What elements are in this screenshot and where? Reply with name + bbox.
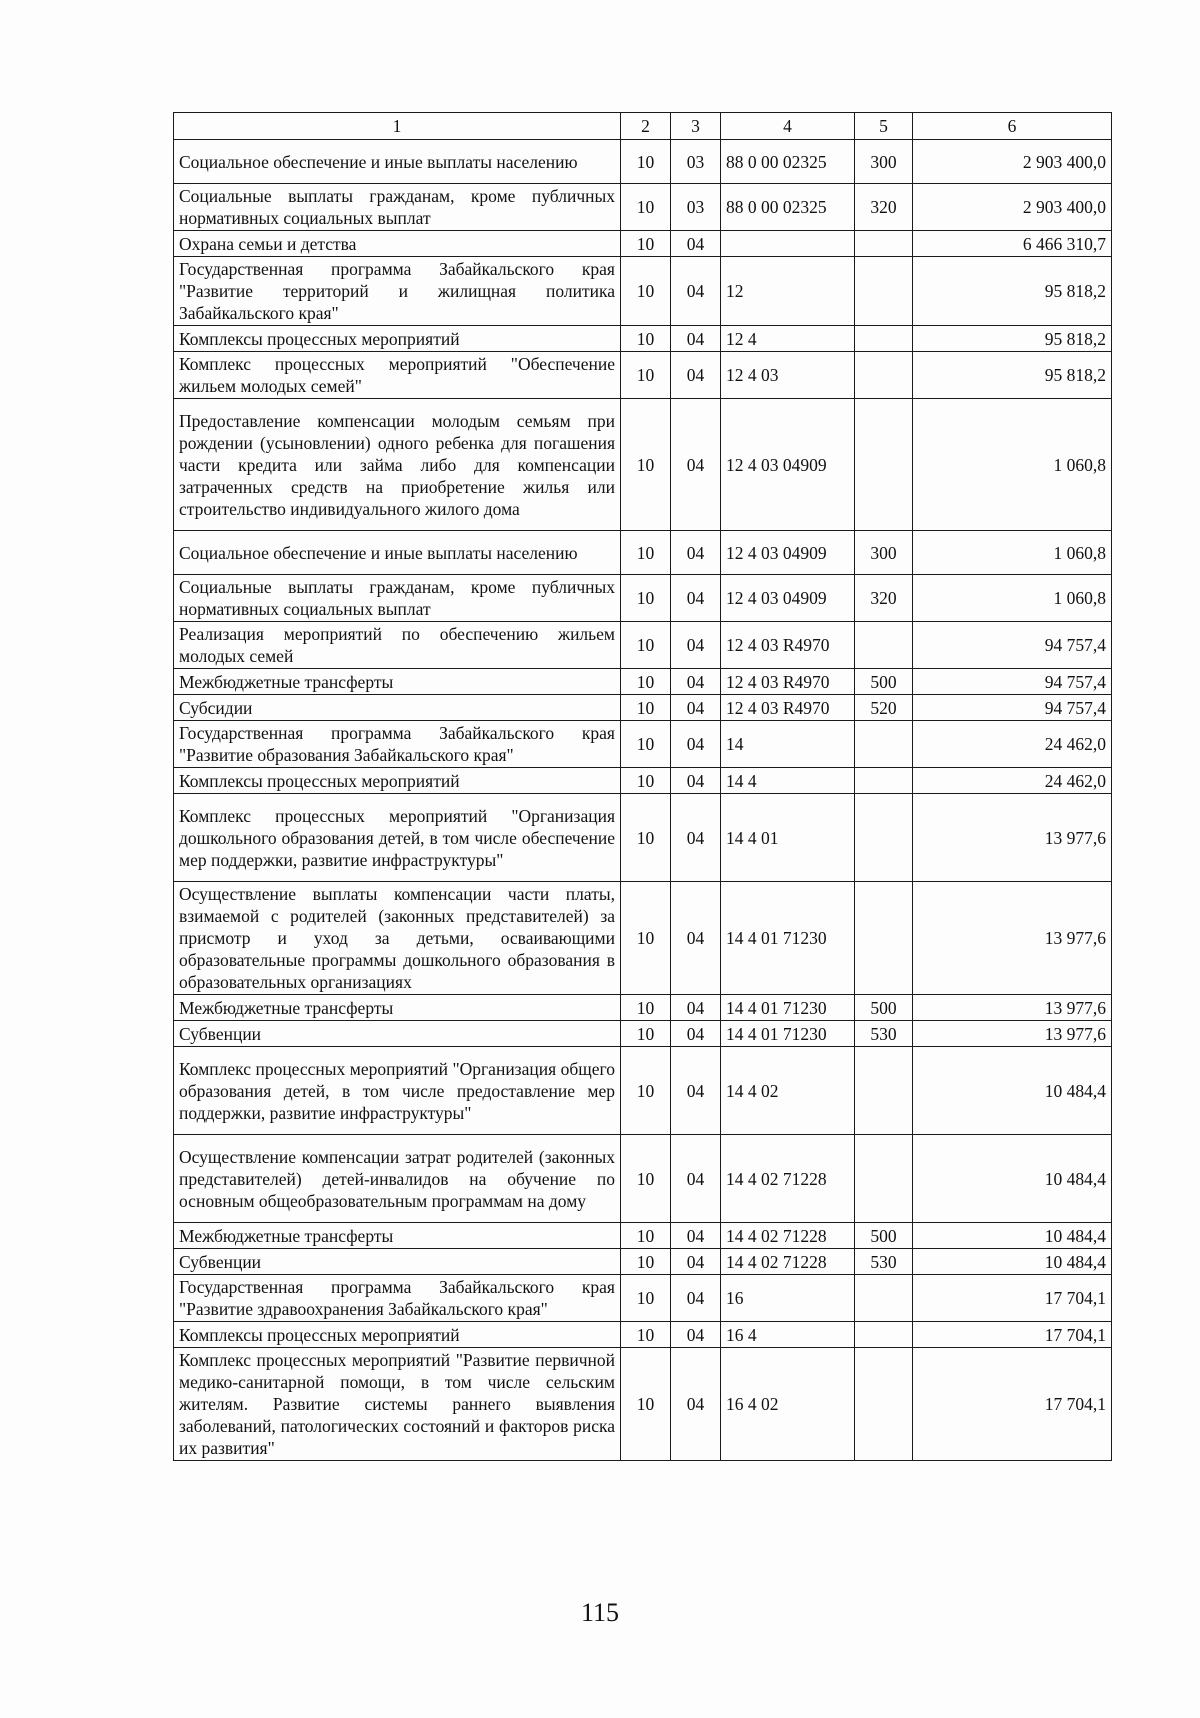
table-row — [174, 1348, 1112, 1461]
section-code-cell: 10 — [621, 575, 671, 622]
subsection-code-cell: 03 — [671, 140, 721, 184]
subsection-code-cell: 04 — [671, 575, 721, 622]
item-name-cell: Комплекс процессных мероприятий "Организация общего образования детей, в том числе предоставление мер поддержки, развитие инфраструктуры" — [174, 1047, 621, 1135]
header-cell: 2 — [621, 113, 671, 140]
amount-cell: 95 818,2 — [913, 352, 1112, 399]
table-row — [174, 326, 1112, 352]
amount-cell: 17 704,1 — [913, 1275, 1112, 1322]
subsection-code-cell: 04 — [671, 231, 721, 257]
section-code-cell: 10 — [621, 1135, 671, 1223]
amount-cell: 95 818,2 — [913, 326, 1112, 352]
target-article-cell: 14 4 02 — [721, 1047, 855, 1135]
expense-type-cell — [855, 352, 913, 399]
header-cell: 5 — [855, 113, 913, 140]
subsection-code-cell: 03 — [671, 184, 721, 231]
amount-cell: 13 977,6 — [913, 882, 1112, 995]
section-code-cell: 10 — [621, 1322, 671, 1348]
expense-type-cell — [855, 882, 913, 995]
target-article-cell: 14 4 01 — [721, 794, 855, 882]
amount-cell: 24 462,0 — [913, 768, 1112, 794]
subsection-code-cell: 04 — [671, 1322, 721, 1348]
subsection-code-cell: 04 — [671, 1021, 721, 1047]
budget-table-body — [174, 113, 1112, 1461]
table-row — [174, 995, 1112, 1021]
subsection-code-cell: 04 — [671, 326, 721, 352]
item-name-cell: Осуществление компенсации затрат родителей (законных представителей) детей-инвалидов на обучение по основным общеобразовательным программам на дому — [174, 1135, 621, 1223]
amount-cell: 13 977,6 — [913, 1021, 1112, 1047]
target-article-cell: 14 4 01 71230 — [721, 882, 855, 995]
target-article-cell: 88 0 00 02325 — [721, 140, 855, 184]
target-article-cell: 12 4 03 04909 — [721, 531, 855, 575]
target-article-cell: 16 4 02 — [721, 1348, 855, 1461]
item-name-cell: Субвенции — [174, 1249, 621, 1275]
amount-cell: 10 484,4 — [913, 1223, 1112, 1249]
target-article-cell: 16 — [721, 1275, 855, 1322]
expense-type-cell — [855, 1135, 913, 1223]
item-name-cell: Государственная программа Забайкальского края "Развитие территорий и жилищная политика Забайкальского края" — [174, 257, 621, 326]
item-name-cell: Государственная программа Забайкальского края "Развитие образования Забайкальского края" — [174, 721, 621, 768]
expense-type-cell — [855, 257, 913, 326]
section-code-cell: 10 — [621, 1348, 671, 1461]
budget-table — [173, 112, 1112, 1461]
target-article-cell: 12 4 03 04909 — [721, 399, 855, 531]
item-name-cell: Комплекс процессных мероприятий "Развитие первичной медико-санитарной помощи, в том числе сельским жителям. Развитие системы раннего выявления заболеваний, патологических состояний и факторов риска их развития" — [174, 1348, 621, 1461]
table-row — [174, 768, 1112, 794]
table-row — [174, 1047, 1112, 1135]
table-row — [174, 352, 1112, 399]
subsection-code-cell: 04 — [671, 695, 721, 721]
section-code-cell: 10 — [621, 352, 671, 399]
table-row — [174, 669, 1112, 695]
target-article-cell: 14 4 02 71228 — [721, 1249, 855, 1275]
item-name-cell: Социальное обеспечение и иные выплаты населению — [174, 140, 621, 184]
amount-cell: 2 903 400,0 — [913, 184, 1112, 231]
expense-type-cell: 300 — [855, 531, 913, 575]
item-name-cell: Государственная программа Забайкальского края "Развитие здравоохранения Забайкальского края" — [174, 1275, 621, 1322]
target-article-cell: 14 — [721, 721, 855, 768]
expense-type-cell: 530 — [855, 1021, 913, 1047]
item-name-cell: Субвенции — [174, 1021, 621, 1047]
expense-type-cell — [855, 326, 913, 352]
target-article-cell: 12 4 03 — [721, 352, 855, 399]
section-code-cell: 10 — [621, 140, 671, 184]
table-row — [174, 531, 1112, 575]
expense-type-cell: 320 — [855, 184, 913, 231]
item-name-cell: Комплексы процессных мероприятий — [174, 326, 621, 352]
item-name-cell: Комплекс процессных мероприятий "Организация дошкольного образования детей, в том числе обеспечение мер поддержки, развитие инфраструктуры" — [174, 794, 621, 882]
amount-cell: 94 757,4 — [913, 622, 1112, 669]
section-code-cell: 10 — [621, 326, 671, 352]
target-article-cell: 12 4 03 R4970 — [721, 695, 855, 721]
table-row — [174, 622, 1112, 669]
header-cell: 4 — [721, 113, 855, 140]
item-name-cell: Социальные выплаты гражданам, кроме публичных нормативных социальных выплат — [174, 575, 621, 622]
item-name-cell: Реализация мероприятий по обеспечению жильем молодых семей — [174, 622, 621, 669]
item-name-cell: Предоставление компенсации молодым семьям при рождении (усыновлении) одного ребенка для погашения части кредита или займа либо для компенсации затраченных средств на приобретение жилья или строительство индивидуального жилого дома — [174, 399, 621, 531]
table-row — [174, 1223, 1112, 1249]
subsection-code-cell: 04 — [671, 1275, 721, 1322]
item-name-cell: Межбюджетные трансферты — [174, 995, 621, 1021]
subsection-code-cell: 04 — [671, 768, 721, 794]
amount-cell: 24 462,0 — [913, 721, 1112, 768]
section-code-cell: 10 — [621, 669, 671, 695]
section-code-cell: 10 — [621, 1249, 671, 1275]
expense-type-cell — [855, 1047, 913, 1135]
target-article-cell: 16 4 — [721, 1322, 855, 1348]
section-code-cell: 10 — [621, 1223, 671, 1249]
target-article-cell: 12 4 03 R4970 — [721, 669, 855, 695]
item-name-cell: Охрана семьи и детства — [174, 231, 621, 257]
table-row — [174, 184, 1112, 231]
amount-cell: 10 484,4 — [913, 1135, 1112, 1223]
target-article-cell: 12 — [721, 257, 855, 326]
section-code-cell: 10 — [621, 622, 671, 669]
item-name-cell: Осуществление выплаты компенсации части платы, взимаемой с родителей (законных представителей) за присмотр и уход за детьми, осваивающими образовательные программы дошкольного образования в образовательных организациях — [174, 882, 621, 995]
table-row — [174, 140, 1112, 184]
page-number: 115 — [580, 1598, 620, 1627]
subsection-code-cell: 04 — [671, 1223, 721, 1249]
table-header-row — [174, 113, 1112, 140]
amount-cell: 17 704,1 — [913, 1348, 1112, 1461]
expense-type-cell: 500 — [855, 669, 913, 695]
table-row — [174, 882, 1112, 995]
item-name-cell: Комплексы процессных мероприятий — [174, 1322, 621, 1348]
expense-type-cell — [855, 399, 913, 531]
item-name-cell: Комплекс процессных мероприятий "Обеспечение жильем молодых семей" — [174, 352, 621, 399]
expense-type-cell — [855, 1275, 913, 1322]
amount-cell: 10 484,4 — [913, 1047, 1112, 1135]
expense-type-cell: 500 — [855, 995, 913, 1021]
target-article-cell — [721, 231, 855, 257]
section-code-cell: 10 — [621, 695, 671, 721]
target-article-cell: 14 4 — [721, 768, 855, 794]
item-name-cell: Межбюджетные трансферты — [174, 669, 621, 695]
section-code-cell: 10 — [621, 995, 671, 1021]
target-article-cell: 12 4 03 R4970 — [721, 622, 855, 669]
subsection-code-cell: 04 — [671, 882, 721, 995]
section-code-cell: 10 — [621, 1021, 671, 1047]
expense-type-cell: 530 — [855, 1249, 913, 1275]
header-cell: 6 — [913, 113, 1112, 140]
amount-cell: 2 903 400,0 — [913, 140, 1112, 184]
target-article-cell: 12 4 03 04909 — [721, 575, 855, 622]
subsection-code-cell: 04 — [671, 1348, 721, 1461]
table-row — [174, 1249, 1112, 1275]
amount-cell: 1 060,8 — [913, 575, 1112, 622]
table-row — [174, 1275, 1112, 1322]
section-code-cell: 10 — [621, 794, 671, 882]
item-name-cell: Социальные выплаты гражданам, кроме публичных нормативных социальных выплат — [174, 184, 621, 231]
subsection-code-cell: 04 — [671, 257, 721, 326]
amount-cell: 13 977,6 — [913, 995, 1112, 1021]
header-cell: 3 — [671, 113, 721, 140]
expense-type-cell: 300 — [855, 140, 913, 184]
expense-type-cell — [855, 768, 913, 794]
amount-cell: 94 757,4 — [913, 695, 1112, 721]
section-code-cell: 10 — [621, 882, 671, 995]
table-row — [174, 399, 1112, 531]
expense-type-cell — [855, 721, 913, 768]
target-article-cell: 14 4 01 71230 — [721, 1021, 855, 1047]
amount-cell: 6 466 310,7 — [913, 231, 1112, 257]
table-row — [174, 721, 1112, 768]
subsection-code-cell: 04 — [671, 531, 721, 575]
target-article-cell: 14 4 02 71228 — [721, 1135, 855, 1223]
item-name-cell: Социальное обеспечение и иные выплаты населению — [174, 531, 621, 575]
section-code-cell: 10 — [621, 1047, 671, 1135]
subsection-code-cell: 04 — [671, 1047, 721, 1135]
subsection-code-cell: 04 — [671, 1249, 721, 1275]
amount-cell: 95 818,2 — [913, 257, 1112, 326]
table-row — [174, 257, 1112, 326]
table-row — [174, 794, 1112, 882]
table-row — [174, 1322, 1112, 1348]
amount-cell: 94 757,4 — [913, 669, 1112, 695]
header-cell: 1 — [174, 113, 621, 140]
item-name-cell: Субсидии — [174, 695, 621, 721]
expense-type-cell — [855, 1322, 913, 1348]
table-row — [174, 1021, 1112, 1047]
table-row — [174, 1135, 1112, 1223]
target-article-cell: 14 4 01 71230 — [721, 995, 855, 1021]
subsection-code-cell: 04 — [671, 794, 721, 882]
table-row — [174, 695, 1112, 721]
section-code-cell: 10 — [621, 1275, 671, 1322]
subsection-code-cell: 04 — [671, 399, 721, 531]
amount-cell: 10 484,4 — [913, 1249, 1112, 1275]
expense-type-cell: 500 — [855, 1223, 913, 1249]
amount-cell: 13 977,6 — [913, 794, 1112, 882]
item-name-cell: Комплексы процессных мероприятий — [174, 768, 621, 794]
expense-type-cell — [855, 622, 913, 669]
amount-cell: 17 704,1 — [913, 1322, 1112, 1348]
expense-type-cell — [855, 1348, 913, 1461]
target-article-cell: 14 4 02 71228 — [721, 1223, 855, 1249]
expense-type-cell: 520 — [855, 695, 913, 721]
table-row — [174, 231, 1112, 257]
item-name-cell: Межбюджетные трансферты — [174, 1223, 621, 1249]
target-article-cell: 12 4 — [721, 326, 855, 352]
subsection-code-cell: 04 — [671, 1135, 721, 1223]
expense-type-cell — [855, 794, 913, 882]
section-code-cell: 10 — [621, 768, 671, 794]
table-row — [174, 575, 1112, 622]
target-article-cell: 88 0 00 02325 — [721, 184, 855, 231]
amount-cell: 1 060,8 — [913, 531, 1112, 575]
section-code-cell: 10 — [621, 257, 671, 326]
amount-cell: 1 060,8 — [913, 399, 1112, 531]
expense-type-cell — [855, 231, 913, 257]
section-code-cell: 10 — [621, 231, 671, 257]
subsection-code-cell: 04 — [671, 622, 721, 669]
subsection-code-cell: 04 — [671, 352, 721, 399]
subsection-code-cell: 04 — [671, 721, 721, 768]
subsection-code-cell: 04 — [671, 995, 721, 1021]
section-code-cell: 10 — [621, 531, 671, 575]
section-code-cell: 10 — [621, 184, 671, 231]
expense-type-cell: 320 — [855, 575, 913, 622]
section-code-cell: 10 — [621, 721, 671, 768]
subsection-code-cell: 04 — [671, 669, 721, 695]
section-code-cell: 10 — [621, 399, 671, 531]
